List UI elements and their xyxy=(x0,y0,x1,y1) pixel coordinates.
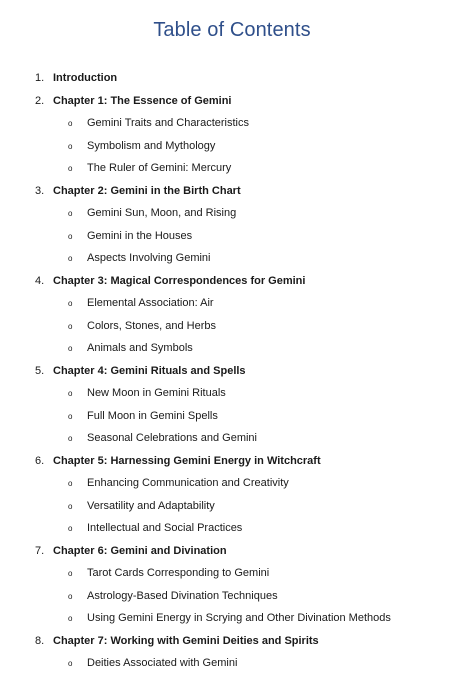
circle-bullet-icon: o xyxy=(68,209,73,218)
toc-section-entry xyxy=(0,585,468,608)
toc-chapter-label: Chapter 1: The Essence of Gemini xyxy=(53,94,232,107)
toc-chapter-entry xyxy=(0,90,468,113)
toc-chapter-number: 2. xyxy=(35,94,45,107)
toc-section-label: Elemental Association: Air xyxy=(87,297,214,309)
toc-chapter-entry xyxy=(0,180,468,203)
toc-section-label: Aspects Involving Gemini xyxy=(87,252,211,264)
toc-section-entry xyxy=(0,472,468,495)
toc-chapter-label: Chapter 2: Gemini in the Birth Chart xyxy=(53,184,241,197)
toc-section-entry xyxy=(0,405,468,428)
circle-bullet-icon: o xyxy=(68,524,73,533)
toc-section-entry xyxy=(0,247,468,270)
toc-chapter-label: Chapter 3: Magical Correspondences for Gemini xyxy=(53,274,306,287)
toc-section-label: New Moon in Gemini Rituals xyxy=(87,387,226,399)
circle-bullet-icon: o xyxy=(68,614,73,623)
toc-chapter-number: 8. xyxy=(35,634,45,647)
toc-chapter-entry xyxy=(0,540,468,563)
toc-chapter-entry xyxy=(0,270,468,293)
toc-section-entry xyxy=(0,225,468,248)
toc-chapter-number: 6. xyxy=(35,454,45,467)
circle-bullet-icon: o xyxy=(68,411,73,421)
toc-chapter-label: Chapter 4: Gemini Rituals and Spells xyxy=(53,364,246,377)
toc-section-entry xyxy=(0,292,468,315)
toc-section-entry xyxy=(0,607,468,630)
toc-section-label: Versatility and Adaptability xyxy=(87,499,215,512)
circle-bullet-icon: o xyxy=(68,591,73,601)
toc-section-label: Tarot Cards Corresponding to Gemini xyxy=(87,567,270,579)
toc-section-entry xyxy=(0,112,468,135)
circle-bullet-icon: o xyxy=(68,344,73,353)
toc-chapter-entry xyxy=(0,67,468,90)
toc-section-label: Deities Associated with Gemini xyxy=(87,657,238,669)
toc-section-label: Gemini Sun, Moon, and Rising xyxy=(87,207,237,219)
circle-bullet-icon: o xyxy=(68,141,73,151)
toc-chapter-number: 5. xyxy=(35,364,45,377)
toc-section-label: Using Gemini Energy in Scrying and Other Divination Methods xyxy=(87,612,391,624)
toc-chapter-number: 3. xyxy=(35,184,45,197)
toc-section-label: Enhancing Communication and Creativity xyxy=(87,477,289,489)
toc-chapter-label: Chapter 7: Working with Gemini Deities and Spirits xyxy=(53,634,319,647)
toc-chapter-label: Introduction xyxy=(53,72,118,84)
circle-bullet-icon: o xyxy=(68,569,73,578)
toc-list xyxy=(0,67,468,675)
toc-section-label: Symbolism and Mythology xyxy=(87,139,216,152)
toc-chapter-label: Chapter 5: Harnessing Gemini Energy in Witchcraft xyxy=(53,454,321,467)
toc-section-label: Full Moon in Gemini Spells xyxy=(87,409,218,422)
toc-section-entry xyxy=(0,495,468,518)
circle-bullet-icon: o xyxy=(68,164,73,173)
toc-section-entry xyxy=(0,157,468,180)
toc-section-label: Colors, Stones, and Herbs xyxy=(87,319,217,332)
circle-bullet-icon: o xyxy=(68,389,73,398)
toc-section-entry xyxy=(0,517,468,540)
toc-section-label: Astrology-Based Divination Techniques xyxy=(87,589,278,602)
toc-section-entry xyxy=(0,337,468,360)
circle-bullet-icon: o xyxy=(68,299,73,308)
circle-bullet-icon: o xyxy=(68,434,73,443)
circle-bullet-icon: o xyxy=(68,119,73,128)
toc-chapter-entry xyxy=(0,450,468,473)
toc-section-label: Intellectual and Social Practices xyxy=(87,522,243,534)
toc-section-label: Seasonal Celebrations and Gemini xyxy=(87,432,257,444)
circle-bullet-icon: o xyxy=(68,321,73,331)
circle-bullet-icon: o xyxy=(68,254,73,263)
toc-chapter-entry xyxy=(0,630,468,653)
toc-section-entry xyxy=(0,202,468,225)
circle-bullet-icon: o xyxy=(68,231,73,241)
toc-section-label: The Ruler of Gemini: Mercury xyxy=(87,162,232,174)
toc-section-entry xyxy=(0,427,468,450)
toc-chapter-number: 1. xyxy=(35,72,45,84)
toc-chapter-number: 4. xyxy=(35,274,45,287)
toc-section-label: Gemini Traits and Characteristics xyxy=(87,117,249,129)
toc-section-label: Gemini in the Houses xyxy=(87,229,193,242)
toc-title: Table of Contents xyxy=(153,19,311,41)
toc-section-entry xyxy=(0,652,468,675)
toc-chapter-label: Chapter 6: Gemini and Divination xyxy=(53,544,227,557)
toc-chapter-entry xyxy=(0,360,468,383)
toc-chapter-number: 7. xyxy=(35,544,45,557)
toc-section-entry xyxy=(0,382,468,405)
toc-section-label: Animals and Symbols xyxy=(87,342,193,354)
toc-section-entry xyxy=(0,315,468,338)
toc-section-entry xyxy=(0,135,468,158)
circle-bullet-icon: o xyxy=(68,501,73,511)
toc-section-entry xyxy=(0,562,468,585)
circle-bullet-icon: o xyxy=(68,659,73,668)
circle-bullet-icon: o xyxy=(68,479,73,488)
